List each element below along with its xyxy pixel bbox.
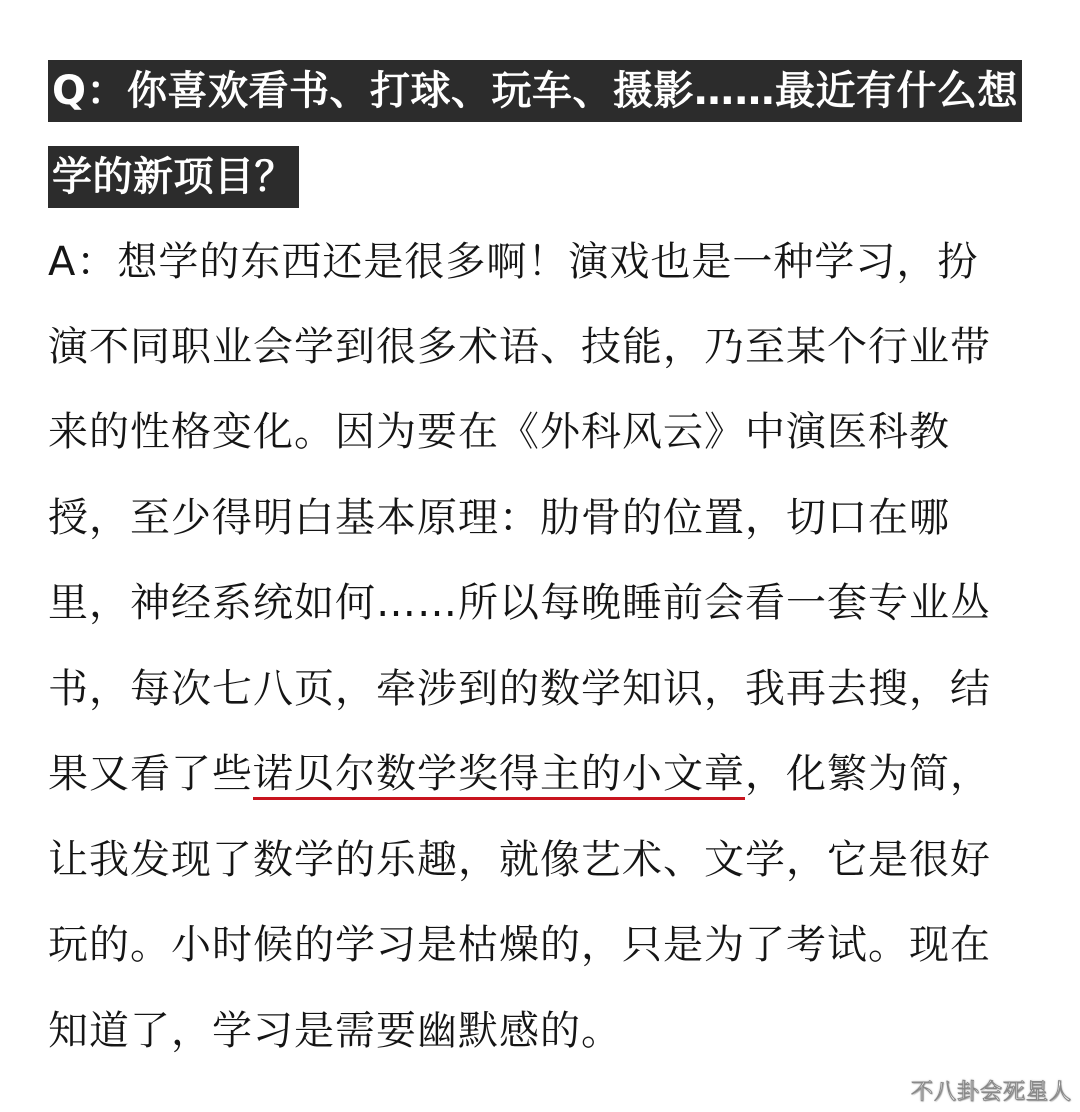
answer-line-7 bbox=[48, 744, 991, 804]
answer-line-10: 知道了，学习是需要幽默感的。 bbox=[48, 1008, 622, 1054]
answer-line-8: 让我发现了数学的乐趣，就像艺术、文学，它是很好 bbox=[48, 837, 991, 883]
answer-line-9: 玩的。小时候的学习是枯燥的，只是为了考试。现在 bbox=[48, 922, 991, 968]
answer-line-4: 授，至少得明白基本原理：肋骨的位置，切口在哪 bbox=[48, 495, 950, 541]
answer-line-7-before: 果又看了些 bbox=[48, 751, 253, 797]
answer-line-7-after: ，化繁为简， bbox=[745, 751, 991, 797]
answer-line-5: 里，神经系统如何……所以每晚睡前会看一套专业丛 bbox=[48, 580, 991, 626]
answer-line-3: 来的性格变化。因为要在《外科风云》中演医科教 bbox=[48, 409, 950, 455]
underlined-phrase: 诺贝尔数学奖得主的小文章 bbox=[253, 751, 745, 797]
answer-line-2: 演不同职业会学到很多术语、技能，乃至某个行业带 bbox=[48, 324, 991, 370]
answer-line-6: 书，每次七八页，牵涉到的数学知识，我再去搜，结 bbox=[48, 666, 991, 712]
answer-line-1: A：想学的东西还是很多啊！演戏也是一种学习，扮 bbox=[48, 239, 979, 285]
question-line-2: 学的新项目？ bbox=[48, 146, 299, 208]
watermark: 不八卦会死星人 bbox=[910, 1080, 1072, 1105]
question-line-1: Q：你喜欢看书、打球、玩车、摄影……最近有什么想 bbox=[48, 60, 1022, 122]
